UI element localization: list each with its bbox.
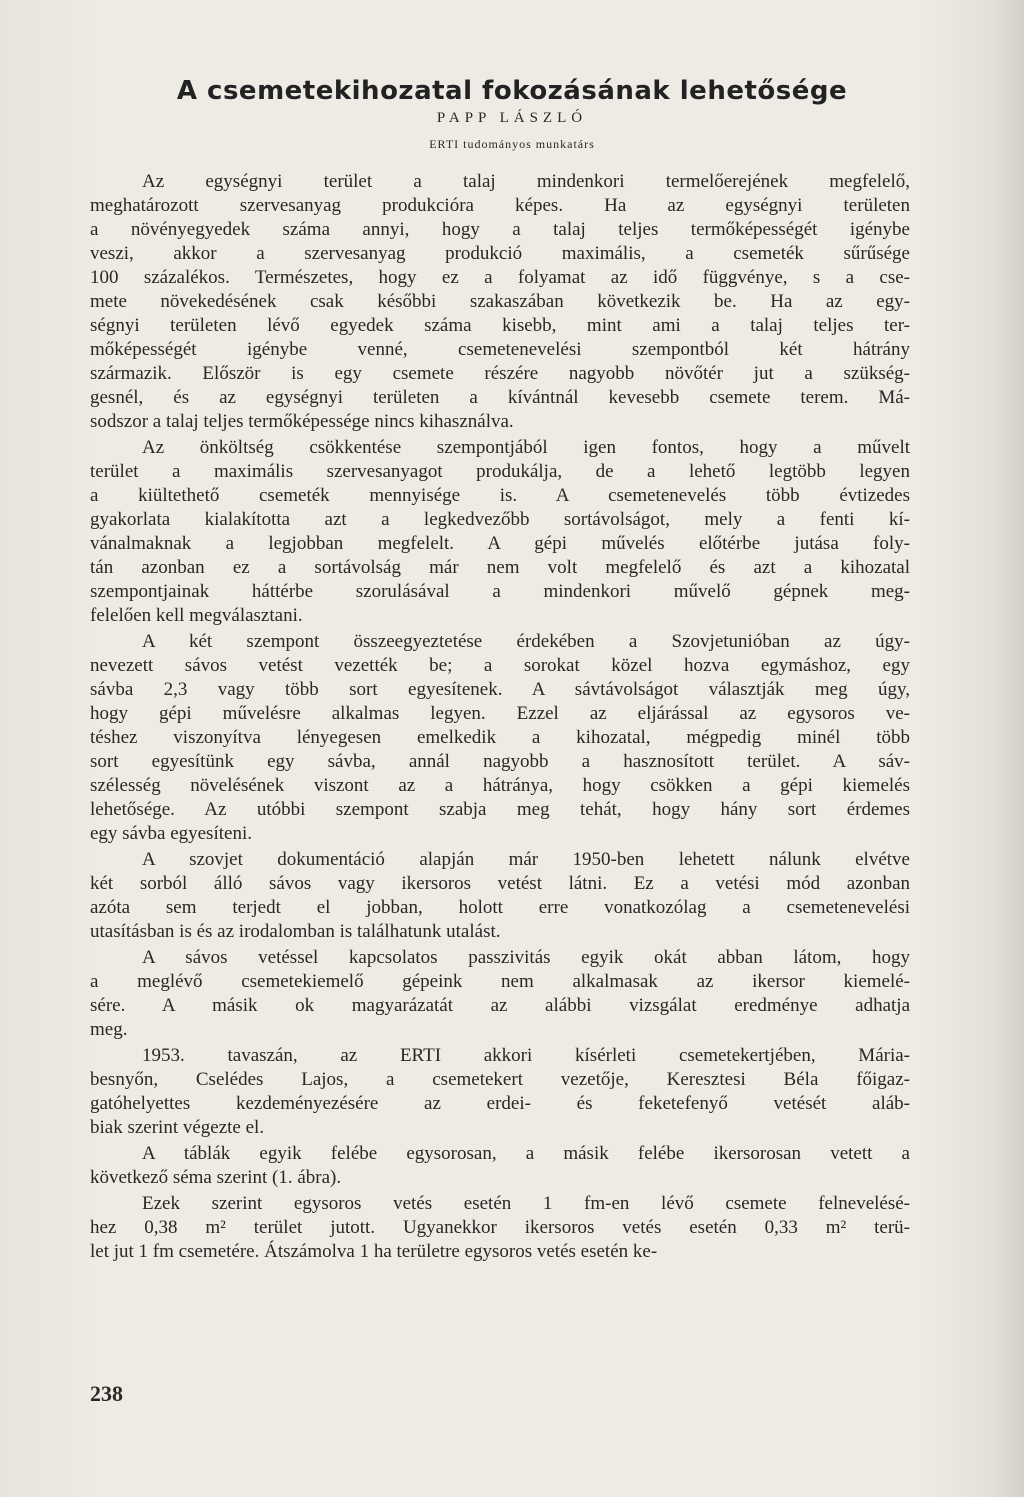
text-line: A sávos vetéssel kapcsolatos passzivitás egyik okát abban látom, hogy xyxy=(142,947,910,968)
text-line: gesnél, és az egységnyi területen a kívántnál kevesebb csemete terem. Má- xyxy=(90,387,910,408)
text-line: szélesség növelésének viszont az a hátránya, hogy csökken a gépi kiemelés xyxy=(90,775,910,796)
paragraph xyxy=(90,946,910,1042)
text-line: hogy gépi művelésre alkalmas legyen. Ezzel az eljárással az egysoros ve- xyxy=(90,703,910,724)
text-line: sort egyesítünk egy sávba, annál nagyobb a hasznosított terület. A sáv- xyxy=(90,751,910,772)
text-line: tán azonban ez a sortávolság már nem volt megfelelő és azt a kihozatal xyxy=(90,557,910,578)
article-author: PAPP LÁSZLÓ xyxy=(436,110,588,126)
text-line: Az önköltség csökkentése szempontjából igen fontos, hogy a művelt xyxy=(142,437,910,458)
page-number: 238 xyxy=(90,1381,123,1406)
text-line: felelően kell megválasztani. xyxy=(90,605,303,626)
text-line: egy sávba egyesíteni. xyxy=(90,823,252,844)
text-line: téshez viszonyítva lényegesen emelkedik a kihozatal, mégpedig minél több xyxy=(90,727,910,748)
text-line: utasításban is és az irodalomban is találhatunk utalást. xyxy=(90,921,501,942)
paragraph xyxy=(90,1044,910,1140)
text-line: gyakorlata kialakította azt a legkedvezőbb sortávolságot, mely a fenti kí- xyxy=(90,509,910,530)
text-line: 1953. tavaszán, az ERTI akkori kísérleti csemetekertjében, Mária- xyxy=(142,1045,910,1066)
text-line: azóta sem terjedt el jobban, holott erre vonatkozólag a csemetenevelési xyxy=(90,897,910,918)
paragraph xyxy=(90,436,910,628)
text-line: mőképességét igénybe venné, csemetenevelési szempontból két hátrány xyxy=(90,339,910,360)
text-line: let jut 1 fm csemetére. Átszámolva 1 ha területre egysoros vetés esetén ke- xyxy=(90,1241,658,1262)
text-line: ségnyi területen lévő egyedek száma kisebb, mint ami a talaj teljes ter- xyxy=(90,315,910,336)
text-line: Ezek szerint egysoros vetés esetén 1 fm-en lévő csemete felnevelésé- xyxy=(142,1193,910,1214)
text-line: biak szerint végezte el. xyxy=(90,1117,265,1138)
text-line: gatóhelyettes kezdeményezésére az erdei- és feketefenyő vetését aláb- xyxy=(90,1093,910,1114)
text-line: terület a maximális szervesanyagot produkálja, de a lehető legtöbb legyen xyxy=(90,461,910,482)
text-line: A szovjet dokumentáció alapján már 1950-ben lehetett nálunk elvétve xyxy=(142,849,910,870)
paragraph xyxy=(90,1192,910,1264)
text-line: lehetősége. Az utóbbi szempont szabja meg tehát, hogy hány sort érdemes xyxy=(90,799,910,820)
article-title: A csemetekihozatal fokozásának lehetősége xyxy=(176,76,848,106)
text-line: besnyőn, Cselédes Lajos, a csemetekert vezetője, Keresztesi Béla főigaz- xyxy=(90,1069,910,1090)
text-line: a növényegyedek száma annyi, hogy a talaj teljes termőképességét igénybe xyxy=(90,219,910,240)
text-line: Az egységnyi terület a talaj mindenkori termelőerejének megfelelő, xyxy=(142,171,910,192)
text-line: meg. xyxy=(90,1019,128,1040)
article-body xyxy=(90,170,910,1266)
text-line: származik. Először is egy csemete részére nagyobb növőtér jut a szükség- xyxy=(90,363,910,384)
text-line: sodszor a talaj teljes termőképessége nincs kihasználva. xyxy=(90,411,514,432)
text-line: 100 százalékos. Természetes, hogy ez a folyamat az idő függvénye, s a cse- xyxy=(90,267,910,288)
text-line: mete növekedésének csak későbbi szakaszában következik be. Ha az egy- xyxy=(90,291,910,312)
paragraph xyxy=(90,1142,910,1190)
text-line: meghatározott szervesanyag produkcióra képes. Ha az egységnyi területen xyxy=(90,195,910,216)
text-line: a kiültethető csemeték mennyisége is. A csemetenevelés több évtizedes xyxy=(90,485,910,506)
text-line: A táblák egyik felébe egysorosan, a másik felébe ikersorosan vetett a xyxy=(142,1143,910,1164)
text-line: nevezett sávos vetést vezették be; a sorokat közel hozva egymáshoz, egy xyxy=(90,655,910,676)
author-affiliation: ERTI tudományos munkatárs xyxy=(429,137,595,151)
text-line: szempontjainak háttérbe szorulásával a mindenkori művelő gépnek meg- xyxy=(90,581,910,602)
text-line: a meglévő csemetekiemelő gépeink nem alkalmasak az ikersor kiemelé- xyxy=(90,971,910,992)
paragraph xyxy=(90,170,910,434)
text-line: hez 0,38 m² terület jutott. Ugyanekkor ikersoros vetés esetén 0,33 m² terü- xyxy=(90,1217,910,1238)
text-line: két sorból álló sávos vagy ikersoros vetést látni. Ez a vetési mód azonban xyxy=(90,873,910,894)
paragraph xyxy=(90,848,910,944)
paragraph xyxy=(90,630,910,846)
text-line: veszi, akkor a szervesanyag produkció maximális, a csemeték sűrűsége xyxy=(90,243,910,264)
text-line: következő séma szerint (1. ábra). xyxy=(90,1167,342,1188)
text-line: A két szempont összeegyeztetése érdekében a Szovjetunióban az úgy- xyxy=(142,631,910,652)
text-line: sávba 2,3 vagy több sort egyesítenek. A sávtávolságot választják meg úgy, xyxy=(90,679,910,700)
text-line: sére. A másik ok magyarázatát az alábbi vizsgálat eredménye adhatja xyxy=(90,995,910,1016)
text-line: vánalmaknak a legjobban megfelelt. A gépi művelés előtérbe jutása foly- xyxy=(90,533,910,554)
